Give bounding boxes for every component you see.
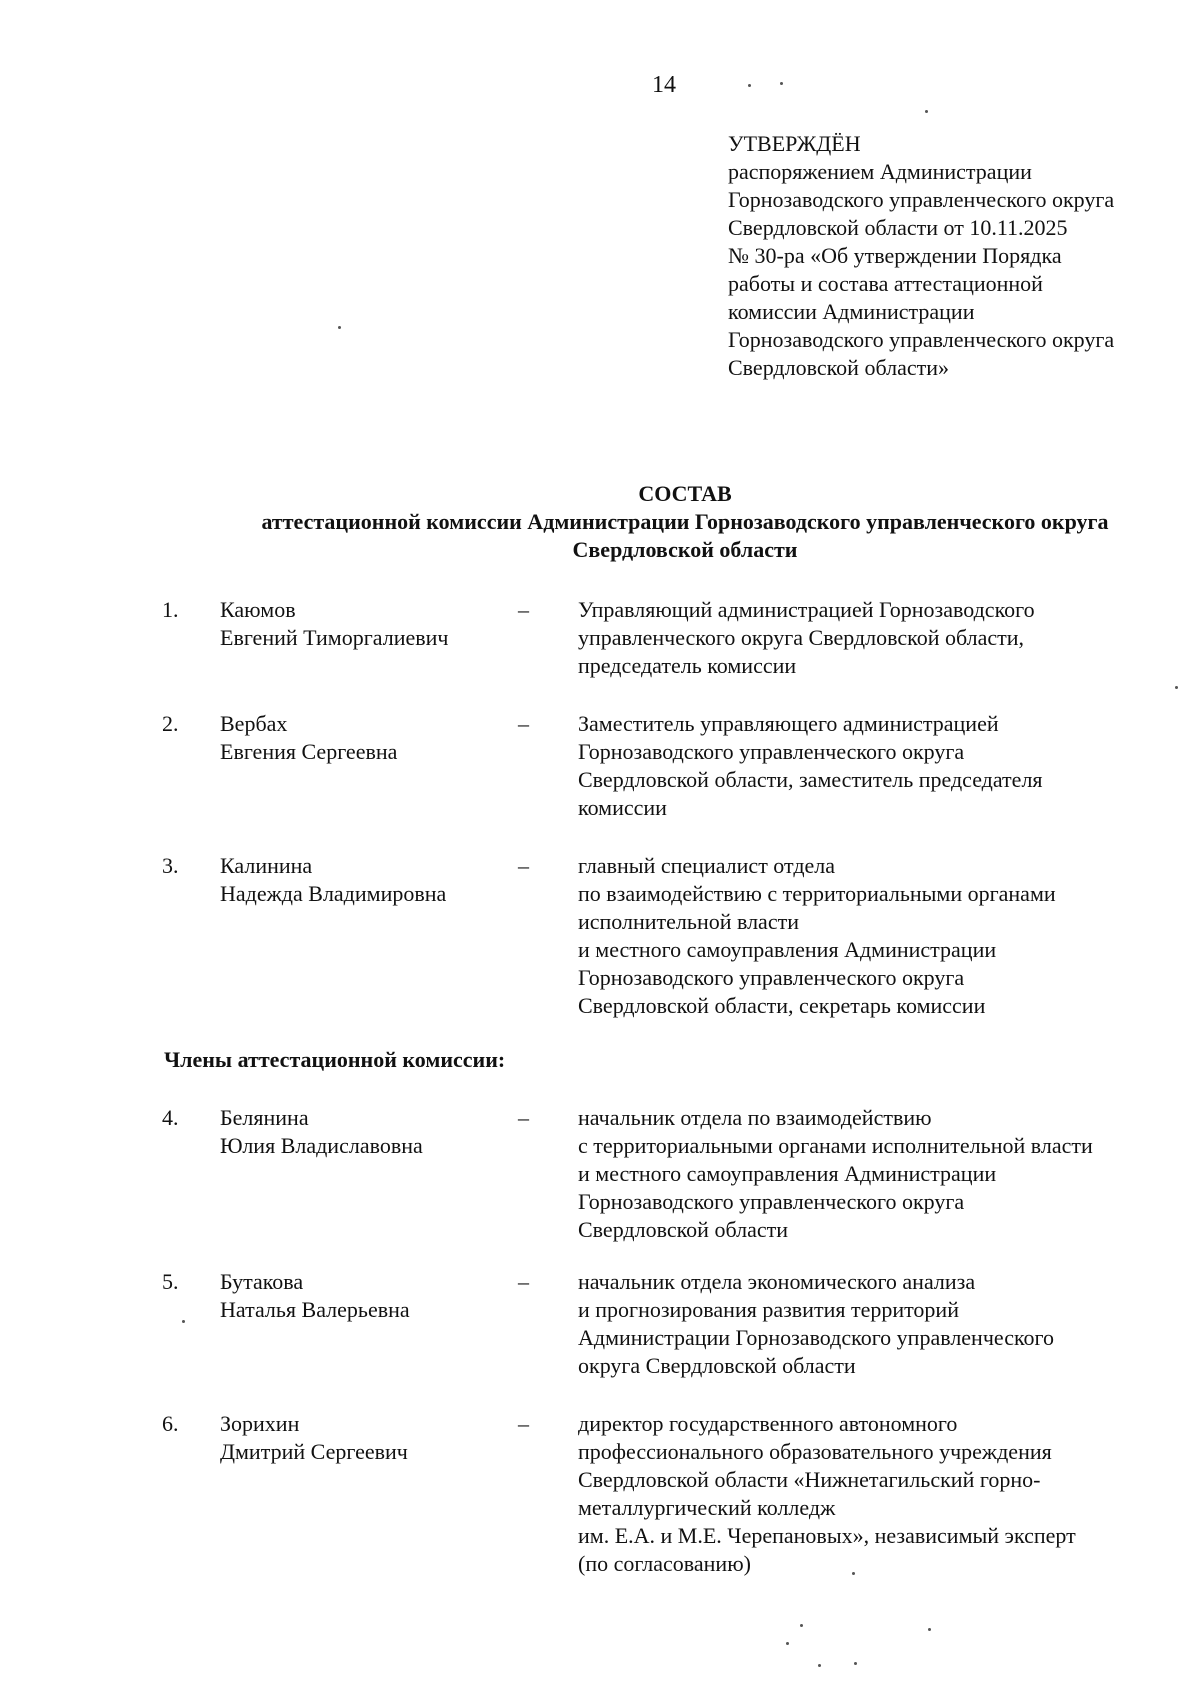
member-name <box>220 596 510 652</box>
title-line: Свердловской области <box>572 537 798 562</box>
member-name <box>220 710 510 766</box>
position-line: Свердловской области «Нижнетагильский горно- <box>578 1467 1041 1492</box>
member-given-names: Дмитрий Сергеевич <box>220 1439 408 1464</box>
position-line: начальник отдела по взаимодействию <box>578 1105 932 1130</box>
position-line: профессионального образовательного учреждения <box>578 1439 1052 1464</box>
member-number: 5. <box>162 1269 179 1294</box>
position-line: председатель комиссии <box>578 653 797 678</box>
scan-speck <box>854 1662 857 1665</box>
approval-line: распоряжением Администрации <box>728 159 1032 184</box>
member-surname: Вербах <box>220 711 288 736</box>
scan-speck <box>748 84 751 87</box>
member-name <box>220 1410 510 1466</box>
page-number: 14 <box>652 72 676 98</box>
scan-speck <box>780 82 783 85</box>
member-given-names: Евгения Сергеевна <box>220 739 398 764</box>
position-line: начальник отдела экономического анализа <box>578 1269 976 1294</box>
position-line: Свердловской области <box>578 1217 788 1242</box>
position-line: и местного самоуправления Администрации <box>578 1161 997 1186</box>
position-line: и местного самоуправления Администрации <box>578 937 997 962</box>
approval-line: № 30-ра «Об утверждении Порядка <box>728 243 1062 268</box>
scan-speck <box>928 1628 931 1631</box>
member-surname: Калинина <box>220 853 313 878</box>
member-given-names: Надежда Владимировна <box>220 881 447 906</box>
member-dash: – <box>518 1105 529 1130</box>
member-number: 4. <box>162 1105 179 1130</box>
member-position <box>578 1104 1178 1244</box>
member-surname: Зорихин <box>220 1411 300 1436</box>
document-title <box>150 480 1200 564</box>
position-line: Управляющий администрацией Горнозаводского <box>578 597 1035 622</box>
member-position <box>578 852 1178 1020</box>
title-line: СОСТАВ <box>638 481 732 506</box>
members-section-heading: Члены аттестационной комиссии: <box>164 1047 506 1072</box>
member-dash: – <box>518 853 529 878</box>
scan-speck <box>338 326 341 329</box>
approval-line: УТВЕРЖДЁН <box>728 131 861 156</box>
approval-line: работы и состава аттестационной <box>728 271 1043 296</box>
member-name <box>220 1104 510 1160</box>
position-line: (по согласованию) <box>578 1551 751 1576</box>
member-surname: Белянина <box>220 1105 309 1130</box>
position-line: Горнозаводского управленческого округа <box>578 965 965 990</box>
position-line: по взаимодействию с территориальными органами <box>578 881 1056 906</box>
member-position <box>578 1268 1178 1380</box>
member-surname: Каюмов <box>220 597 296 622</box>
member-name <box>220 1268 510 1324</box>
scan-speck <box>1175 686 1178 689</box>
approval-line: Свердловской области» <box>728 355 949 380</box>
scan-speck <box>818 1664 821 1667</box>
position-line: директор государственного автономного <box>578 1411 958 1436</box>
member-position <box>578 710 1178 822</box>
scan-speck <box>800 1624 803 1627</box>
position-line: с территориальными органами исполнительной власти <box>578 1133 1093 1158</box>
member-dash: – <box>518 1269 529 1294</box>
member-given-names: Евгений Тиморгалиевич <box>220 625 449 650</box>
approval-stamp-block <box>728 130 1168 382</box>
approval-line: Горнозаводского управленческого округа <box>728 187 1115 212</box>
member-dash: – <box>518 597 529 622</box>
position-line: Заместитель управляющего администрацией <box>578 711 999 736</box>
member-number: 2. <box>162 711 179 736</box>
position-line: Свердловской области, заместитель председателя <box>578 767 1043 792</box>
approval-line: Горнозаводского управленческого округа <box>728 327 1115 352</box>
position-line: Администрации Горнозаводского управленческого <box>578 1325 1055 1350</box>
position-line: им. Е.А. и М.Е. Черепановых», независимый эксперт <box>578 1523 1076 1548</box>
member-given-names: Наталья Валерьевна <box>220 1297 410 1322</box>
scan-speck <box>182 1320 185 1323</box>
approval-line: Свердловской области от 10.11.2025 <box>728 215 1068 240</box>
member-position <box>578 1410 1178 1578</box>
member-number: 6. <box>162 1411 179 1436</box>
position-line: округа Свердловской области <box>578 1353 856 1378</box>
position-line: и прогнозирования развития территорий <box>578 1297 959 1322</box>
title-line: аттестационной комиссии Администрации Горнозаводского управленческого округа <box>261 509 1109 534</box>
member-dash: – <box>518 711 529 736</box>
position-line: управленческого округа Свердловской области, <box>578 625 1025 650</box>
member-given-names: Юлия Владиславовна <box>220 1133 423 1158</box>
position-line: главный специалист отдела <box>578 853 836 878</box>
member-surname: Бутакова <box>220 1269 304 1294</box>
member-number: 1. <box>162 597 179 622</box>
position-line: исполнительной власти <box>578 909 799 934</box>
scan-speck <box>852 1572 855 1575</box>
position-line: Свердловской области, секретарь комиссии <box>578 993 986 1018</box>
position-line: Горнозаводского управленческого округа <box>578 739 965 764</box>
position-line: комиссии <box>578 795 667 820</box>
scan-speck <box>925 110 928 113</box>
member-number: 3. <box>162 853 179 878</box>
member-name <box>220 852 510 908</box>
approval-line: комиссии Администрации <box>728 299 975 324</box>
scan-speck <box>786 1642 789 1645</box>
member-position <box>578 596 1178 680</box>
position-line: Горнозаводского управленческого округа <box>578 1189 965 1214</box>
member-dash: – <box>518 1411 529 1436</box>
position-line: металлургический колледж <box>578 1495 836 1520</box>
